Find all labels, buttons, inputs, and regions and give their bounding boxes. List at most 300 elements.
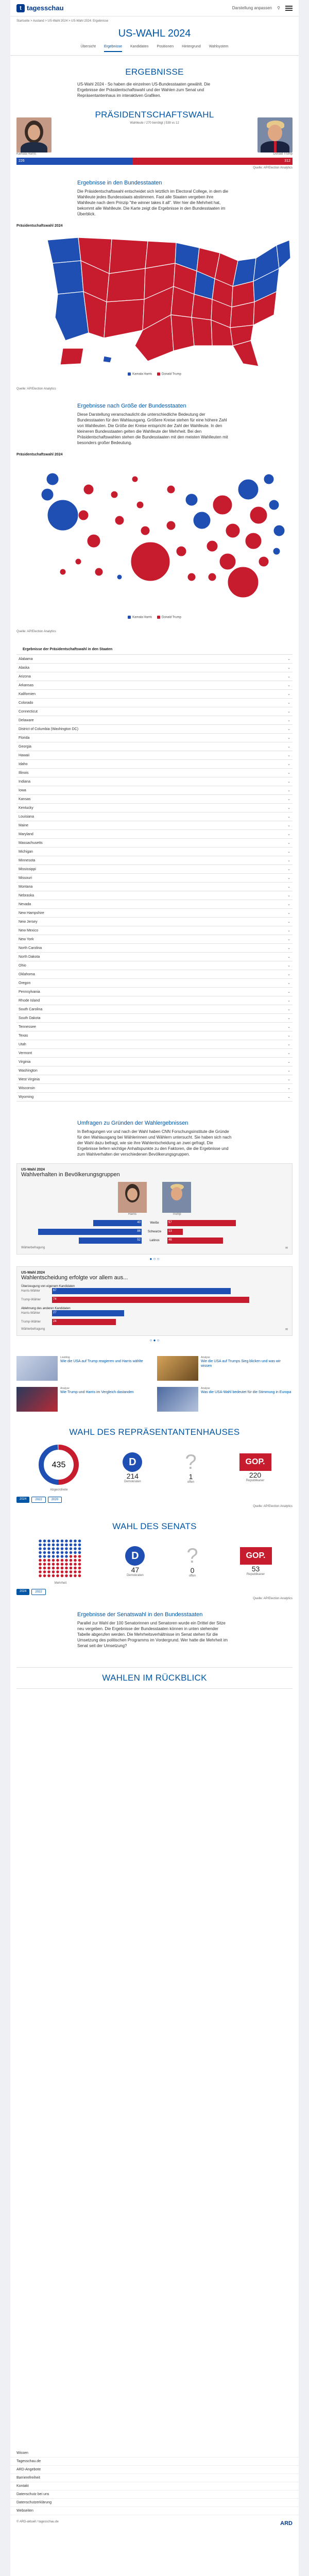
copyright: © ARD-aktuell / tagesschau.de — [16, 2520, 59, 2523]
chevron-down-icon: ⌄ — [287, 684, 290, 688]
state-bubble[interactable] — [226, 523, 240, 538]
chevron-down-icon: ⌄ — [287, 666, 290, 670]
senate-seat — [70, 1555, 73, 1558]
tab-overview[interactable]: Übersicht — [80, 45, 96, 48]
chart1-harris: Harris — [118, 1182, 147, 1216]
accordion-item[interactable] — [16, 1084, 293, 1093]
chart1-pager[interactable]: ● ○ ○ — [149, 1257, 160, 1262]
accordion-item-label: Indiana — [19, 779, 30, 784]
tab-results[interactable]: Ergebnisse — [104, 45, 122, 52]
chevron-down-icon: ⌄ — [287, 929, 290, 933]
accordion-item-label: Wisconsin — [19, 1086, 35, 1090]
chevron-down-icon: ⌄ — [287, 1052, 290, 1056]
senate-seat — [48, 1574, 51, 1578]
chart2-group1: Überzeugung von eigenem Kandidaten — [21, 1285, 75, 1289]
chevron-down-icon: ⌄ — [287, 1016, 290, 1021]
senate-seat — [43, 1574, 46, 1578]
chevron-down-icon: ⌄ — [287, 999, 290, 1003]
accordion-item[interactable] — [16, 655, 293, 664]
gop-icon: GOP. — [239, 1453, 271, 1471]
exit-text: In Befragungen vor und nach der Wahl haben CNN Forschungsinstitute die Gründe für den Wahlausgang bei Wählerinnen und Wählern untersucht. Sie haben sich nach der Wahl dazu befragt, wie sie ihre Wahlentscheidung an zwei gefragt. Die Ergebnisse liefern wichtige Anhaltspunkte zu den Faktoren, die die Ergebnisse und zum Wahlverhalten der verschiedenen Bevölkerungsgruppen. — [77, 1129, 232, 1157]
accordion-item[interactable] — [16, 961, 293, 970]
accordion-item[interactable] — [16, 926, 293, 935]
harris-bar: 86 — [38, 1229, 142, 1235]
accordion-item[interactable] — [16, 734, 293, 742]
chart2-row-harris: Harris-Wähler 67 — [21, 1288, 288, 1294]
accordion-item[interactable] — [16, 856, 293, 865]
accordion-item-label: South Dakota — [19, 1016, 41, 1020]
house-dem: D 214 Demokraten — [123, 1452, 142, 1483]
senate-seat — [65, 1544, 68, 1547]
chart2-row-harris2: Harris-Wähler 27 — [21, 1310, 288, 1316]
chart1-title: Wahlverhalten in Bevölkerungsgruppen — [21, 1172, 120, 1178]
accordion-item[interactable] — [16, 716, 293, 725]
senate-seat — [65, 1570, 68, 1573]
house-buttons — [16, 1497, 293, 1503]
senate-btn-2[interactable]: 2022 — [31, 1589, 45, 1595]
breadcrumb[interactable]: Startseite > Ausland > US-Wahl 2024 > US-Wahl 2024: Ergebnisse — [16, 20, 109, 23]
senate-states-text: Parallel zur Wahl der 100 Senatorinnen und Senatoren wurde ein Drittel der Sitze neu vergeben. Die Ergebnisse der Bundesstaaten können in unten stehender Tabelle abgerufen werden. Die Mehrheitsverhältnisse im Senat stehen für die Umsetzung des politischen Programms im Vordergrund. Wer hatte die Mehrheit im Senat seit der Umsetzung? — [77, 1621, 228, 1649]
accordion-item[interactable] — [16, 769, 293, 777]
accordion-item[interactable] — [16, 1058, 293, 1066]
state-bubble[interactable] — [264, 474, 274, 484]
chevron-down-icon: ⌄ — [287, 876, 290, 880]
state-bubble[interactable] — [132, 476, 138, 482]
teaser-image — [16, 1387, 58, 1412]
accordion-item-label: Maine — [19, 823, 29, 827]
senate-seat — [57, 1563, 60, 1566]
harris-bar: 52 — [79, 1238, 142, 1244]
accordion-item-label: Virginia — [19, 1060, 31, 1064]
senate-seat — [43, 1547, 46, 1550]
teaser-3[interactable]: Analyse Wie Trump und Harris im Vergleich dastanden — [16, 1387, 152, 1412]
senate-seat — [61, 1570, 64, 1573]
senate-seat — [74, 1567, 77, 1570]
accordion-item[interactable] — [16, 1049, 293, 1058]
accordion-item[interactable] — [16, 1040, 293, 1049]
us-map[interactable] — [16, 230, 293, 371]
accordion-item[interactable] — [16, 883, 293, 891]
chart1-kicker: US-Wahl 2024 — [21, 1168, 45, 1172]
chart1-card — [16, 1163, 293, 1255]
state-bubble[interactable] — [208, 573, 216, 581]
state-bubble[interactable] — [187, 573, 196, 581]
president-source: Quelle: AP/Election Analytics — [253, 166, 293, 170]
accordion-item-label: Minnesota — [19, 858, 36, 862]
footer-link[interactable]: Barrierefreiheit — [10, 2474, 299, 2482]
top-right — [232, 6, 293, 11]
state-bubble[interactable] — [111, 491, 118, 498]
state-bubble[interactable] — [75, 558, 81, 565]
accordion-item-label: Maryland — [19, 832, 33, 836]
chevron-down-icon: ⌄ — [287, 815, 290, 819]
president-section — [10, 110, 299, 170]
accordion-item-label: Arizona — [19, 674, 31, 679]
state-bubble[interactable] — [259, 556, 269, 567]
chart1-portraits — [21, 1182, 288, 1216]
accordion-item[interactable] — [16, 777, 293, 786]
exit-section — [10, 1120, 299, 1157]
state-bubble[interactable] — [167, 485, 175, 494]
senate-seat — [43, 1555, 46, 1558]
chevron-down-icon: ⌄ — [287, 692, 290, 697]
chart1-row-label: Schwarze — [147, 1230, 162, 1234]
house-heading: WAHL DES REPRÄSENTANTENHAUSES — [69, 1427, 240, 1437]
chevron-down-icon: ⌄ — [287, 1034, 290, 1038]
chevron-down-icon: ⌄ — [287, 789, 290, 793]
accordion-item[interactable] — [16, 690, 293, 699]
results-section — [10, 67, 299, 98]
chevron-down-icon: ⌄ — [287, 1025, 290, 1029]
state-bubble[interactable] — [273, 548, 280, 555]
trump-portrait — [258, 117, 293, 152]
accordion-item[interactable] — [16, 672, 293, 681]
state-bubble[interactable] — [46, 473, 59, 485]
footer-link[interactable]: Datenschutz bei uns — [10, 2490, 299, 2499]
senate-seat — [65, 1574, 68, 1578]
accordion-item[interactable] — [16, 786, 293, 795]
chevron-down-icon: ⌄ — [287, 911, 290, 916]
senate-seat — [70, 1563, 73, 1566]
chart2-row-trump: Trump-Wähler 74 — [21, 1297, 288, 1303]
chevron-down-icon: ⌄ — [287, 657, 290, 662]
senate-seat — [43, 1551, 46, 1554]
senate-seat — [70, 1574, 73, 1578]
senate-seat — [61, 1544, 64, 1547]
state-bubble[interactable] — [219, 553, 236, 570]
senate-seat — [39, 1544, 42, 1547]
state-bubble[interactable] — [78, 510, 89, 520]
logo[interactable] — [16, 4, 64, 12]
chevron-down-icon: ⌄ — [287, 675, 290, 679]
accordion-item[interactable] — [16, 1093, 293, 1101]
teaser-1[interactable]: Liveblog Wie die USA auf Trump reagieren und Harris wählte — [16, 1356, 152, 1381]
senate-seat — [52, 1547, 55, 1550]
accordion-item[interactable] — [16, 988, 293, 996]
accordion-item[interactable] — [16, 795, 293, 804]
accordion-item[interactable] — [16, 812, 293, 821]
house-figures — [16, 1444, 293, 1492]
state-bubble[interactable] — [95, 568, 103, 576]
state-bubble[interactable] — [136, 501, 144, 509]
teaser-grid — [10, 1356, 299, 1412]
chevron-down-icon: ⌄ — [287, 859, 290, 863]
senate-seat — [78, 1551, 81, 1554]
exit-heading: Umfragen zu Gründen der Wahlergebnissen — [77, 1120, 188, 1127]
footer-link[interactable]: Kontakt — [10, 2482, 299, 2490]
senate-seat — [65, 1559, 68, 1562]
senate-states-heading: Ergebnisse der Senatswahl in den Bundesstaaten — [77, 1612, 203, 1618]
accordion-item-label: Kansas — [19, 797, 31, 801]
accordion-item-label: Texas — [19, 1033, 28, 1038]
accordion-item-label: Nebraska — [19, 893, 34, 897]
state-bubble[interactable] — [207, 540, 218, 552]
trump-label: Donald Trump — [273, 152, 293, 156]
chevron-down-icon: ⌄ — [287, 920, 290, 924]
state-bubble[interactable] — [269, 500, 279, 510]
senate-seat — [70, 1539, 73, 1543]
tab-system[interactable]: Wahlsystem — [209, 45, 229, 48]
house-source: Quelle: AP/Election Analytics — [253, 1505, 293, 1509]
trump-card — [258, 117, 293, 156]
chevron-down-icon: ⌄ — [287, 1008, 290, 1012]
senate-seat — [57, 1547, 60, 1550]
senate-seat — [57, 1539, 60, 1543]
accordion-item[interactable] — [16, 681, 293, 690]
accordion-item[interactable] — [16, 1014, 293, 1023]
senate-btn-1[interactable]: 2024 — [16, 1589, 29, 1595]
state-bubble[interactable] — [176, 546, 186, 556]
chevron-down-icon: ⌄ — [287, 824, 290, 828]
senate-seat — [61, 1574, 64, 1578]
search-icon[interactable]: ⚲ — [277, 6, 280, 10]
senate-seat — [70, 1544, 73, 1547]
accordion-item-label: Hawaii — [19, 753, 30, 757]
state-bubble[interactable] — [141, 526, 150, 535]
accordion-item[interactable] — [16, 830, 293, 839]
accordion-item-label: Utah — [19, 1042, 26, 1046]
state-bubble[interactable] — [131, 542, 170, 581]
senate-seat — [39, 1563, 42, 1566]
state-bubble[interactable] — [228, 567, 259, 598]
state-bubble[interactable] — [115, 516, 124, 525]
footer-link[interactable]: ARD-Angebote — [10, 2466, 299, 2474]
chevron-down-icon: ⌄ — [287, 780, 290, 784]
accordion-item[interactable] — [16, 1005, 293, 1014]
accordion-item[interactable] — [16, 900, 293, 909]
state-bubble[interactable] — [83, 484, 94, 495]
accordion-item[interactable] — [16, 821, 293, 830]
senate-seat — [57, 1544, 60, 1547]
teaser-4[interactable]: Analyse Was die USA-Wahl bedeutet für die Stimmung in Europa — [157, 1387, 293, 1412]
chart1-row — [21, 1238, 288, 1244]
chart2-footer: Wählerbefragung ✉ — [21, 1328, 288, 1332]
svg-text:435: 435 — [52, 1461, 66, 1470]
footer-link[interactable]: Webseiten — [10, 2507, 299, 2515]
senate-seat — [61, 1551, 64, 1554]
senate-dem: D 47 Demokraten — [125, 1546, 145, 1577]
senate-seat — [78, 1555, 81, 1558]
accordion-item[interactable] — [16, 970, 293, 979]
democrat-icon: D — [123, 1452, 142, 1472]
accordion-item[interactable] — [16, 909, 293, 918]
tab-background[interactable]: Hintergrund — [182, 45, 201, 48]
accordion-item[interactable] — [16, 1031, 293, 1040]
footer — [10, 2439, 299, 2576]
harris-bar: 40 — [93, 1220, 142, 1226]
accordion-item[interactable] — [16, 751, 293, 760]
president-heading: PRÄSIDENTSCHAFTSWAHL — [95, 110, 214, 120]
senate-seat — [74, 1544, 77, 1547]
footer-link[interactable]: Datenschutzerklärung — [10, 2499, 299, 2507]
accordion-item[interactable] — [16, 1066, 293, 1075]
accordion-item-label: New Hampshire — [19, 911, 44, 915]
senate-seat — [48, 1555, 51, 1558]
accordion-item-label: North Carolina — [19, 946, 42, 950]
senate-heading: WAHL DES SENATS — [112, 1521, 197, 1532]
senate-seat — [74, 1563, 77, 1566]
bubble-source: Quelle: AP/Election Analytics — [16, 630, 56, 634]
accordion-item-label: Arkansas — [19, 683, 34, 687]
senate-seat — [52, 1539, 55, 1543]
senate-seat — [74, 1574, 77, 1578]
bubble-map[interactable] — [16, 459, 293, 616]
accordion-item-label: Vermont — [19, 1051, 32, 1055]
senate-seat — [48, 1563, 51, 1566]
state-bubble[interactable] — [193, 512, 211, 529]
state-bubble[interactable] — [87, 534, 100, 548]
accordion-item-label: Delaware — [19, 718, 34, 722]
chevron-down-icon: ⌄ — [287, 841, 290, 845]
senate-seat — [61, 1555, 64, 1558]
state-bubble[interactable] — [213, 495, 232, 515]
state-bubble[interactable] — [273, 525, 285, 536]
accordion-item[interactable] — [16, 874, 293, 883]
state-bubble[interactable] — [47, 500, 78, 531]
accordion-item[interactable] — [16, 699, 293, 707]
chart2-kicker: US-Wahl 2024 — [21, 1271, 45, 1275]
chevron-down-icon: ⌄ — [287, 1095, 290, 1099]
accordion-list — [16, 655, 293, 1101]
accordion-item[interactable] — [16, 953, 293, 961]
state-bubble[interactable] — [185, 494, 198, 506]
accordion-item[interactable] — [16, 891, 293, 900]
question-icon: ? — [185, 1450, 197, 1473]
settings-link[interactable]: Darstellung anpassen — [232, 6, 272, 10]
teaser-row-1 — [16, 1356, 293, 1381]
senate-seat — [57, 1567, 60, 1570]
accordion-item[interactable] — [16, 996, 293, 1005]
senate-seat — [74, 1570, 77, 1573]
chevron-down-icon: ⌄ — [287, 946, 290, 951]
accordion-item-label: West Virginia — [19, 1077, 40, 1081]
accordion-item[interactable] — [16, 664, 293, 672]
accordion-item-label: Mississippi — [19, 867, 36, 871]
chevron-down-icon: ⌄ — [287, 727, 290, 732]
chevron-down-icon: ⌄ — [287, 833, 290, 837]
accordion-item[interactable] — [16, 839, 293, 848]
accordion-item-label: Oregon — [19, 981, 31, 985]
accordion-item[interactable] — [16, 944, 293, 953]
share-icon[interactable]: ✉ — [285, 1247, 288, 1250]
accordion-item[interactable] — [16, 865, 293, 874]
menu-icon[interactable] — [285, 6, 293, 11]
senate-seat — [39, 1555, 42, 1558]
state-bubble[interactable] — [238, 479, 259, 500]
footer-link[interactable]: Tagesschau.de — [10, 2458, 299, 2466]
senate-seat — [61, 1567, 64, 1570]
senate-seat — [39, 1551, 42, 1554]
state-bubble[interactable] — [245, 533, 262, 549]
senate-seat — [78, 1544, 81, 1547]
senate-seat — [74, 1555, 77, 1558]
trump-bar: 46 — [167, 1238, 223, 1244]
chart1-row — [21, 1220, 288, 1226]
senate-seat — [78, 1567, 81, 1570]
gop-icon: GOP. — [240, 1547, 272, 1565]
accordion-item[interactable] — [16, 742, 293, 751]
accordion-item[interactable] — [16, 935, 293, 944]
state-bubble[interactable] — [117, 574, 122, 580]
accordion-item-label: South Carolina — [19, 1007, 43, 1011]
chart1-row-label: Latinos — [149, 1239, 160, 1243]
bubble-legend-rep: Donald Trump — [157, 616, 181, 619]
question-icon: ? — [186, 1544, 198, 1567]
accordion-item-label: Michigan — [19, 850, 33, 854]
state-bubble[interactable] — [166, 521, 176, 530]
house-rep: GOP. 220 Republikaner — [239, 1453, 271, 1482]
accordion-item[interactable] — [16, 848, 293, 856]
senate-seat — [57, 1551, 60, 1554]
accordion-item[interactable] — [16, 707, 293, 716]
logo-icon: t — [16, 4, 25, 12]
state-bubble[interactable] — [250, 506, 267, 524]
house-btn-2[interactable]: 2022 — [31, 1497, 45, 1503]
accordion-item[interactable] — [16, 918, 293, 926]
retro-section — [16, 1667, 293, 1689]
senate-section — [10, 1521, 299, 1600]
state-bubble[interactable] — [41, 488, 54, 501]
tab-positions[interactable]: Positionen — [157, 45, 174, 48]
accordion-item-label: Montana — [19, 885, 33, 889]
senate-seat — [70, 1559, 73, 1562]
senate-seat — [39, 1574, 42, 1578]
chevron-down-icon: ⌄ — [287, 903, 290, 907]
size-heading: Ergebnisse nach Größe der Bundesstaaten — [77, 402, 186, 409]
chevron-down-icon: ⌄ — [287, 701, 290, 705]
bubble-legend — [10, 616, 299, 619]
teaser-2[interactable]: Analyse Wie die USA auf Trumps Sieg blicken und was wir wissen — [157, 1356, 293, 1381]
footer-link[interactable]: Wissen — [10, 2449, 299, 2458]
senate-seat — [78, 1570, 81, 1573]
chevron-down-icon: ⌄ — [287, 798, 290, 802]
democrat-icon: D — [125, 1546, 145, 1566]
accordion-item[interactable] — [16, 1075, 293, 1084]
senate-seat — [48, 1559, 51, 1562]
senate-seat — [48, 1551, 51, 1554]
chart2-title: Wahlentscheidung erfolgte vor allem aus... — [21, 1275, 128, 1281]
trump-bar: 312 — [132, 158, 293, 165]
accordion-item-label: Rhode Island — [19, 998, 40, 1003]
state-bubble[interactable] — [60, 569, 66, 575]
chevron-down-icon: ⌄ — [287, 1060, 290, 1064]
senate-seat — [61, 1563, 64, 1566]
accordion-item-label: Florida — [19, 736, 30, 740]
share-icon[interactable]: ✉ — [285, 1328, 288, 1332]
senate-seat — [57, 1559, 60, 1562]
senate-seat — [78, 1574, 81, 1578]
house-btn-1[interactable]: 2024 — [16, 1497, 29, 1503]
senate-seat — [43, 1570, 46, 1573]
senate-seat — [52, 1567, 55, 1570]
accordion-item[interactable] — [16, 725, 293, 734]
tab-candidates[interactable]: Kandidaten — [130, 45, 149, 48]
chart2-pager[interactable]: ○ ● ○ — [149, 1338, 160, 1343]
accordion-item[interactable] — [16, 979, 293, 988]
ard-logo[interactable]: ARD — [280, 2520, 293, 2527]
results-heading: ERGEBNISSE — [125, 67, 184, 77]
accordion-item[interactable] — [16, 1023, 293, 1031]
senate-seat — [70, 1551, 73, 1554]
accordion-item-label: Wyoming — [19, 1095, 34, 1099]
harris-portrait — [16, 117, 52, 152]
accordion-item[interactable] — [16, 804, 293, 812]
senate-seat — [52, 1544, 55, 1547]
chevron-down-icon: ⌄ — [287, 938, 290, 942]
house-btn-3[interactable]: 2020 — [48, 1497, 62, 1503]
chevron-down-icon: ⌄ — [287, 710, 290, 714]
accordion-item[interactable] — [16, 760, 293, 769]
